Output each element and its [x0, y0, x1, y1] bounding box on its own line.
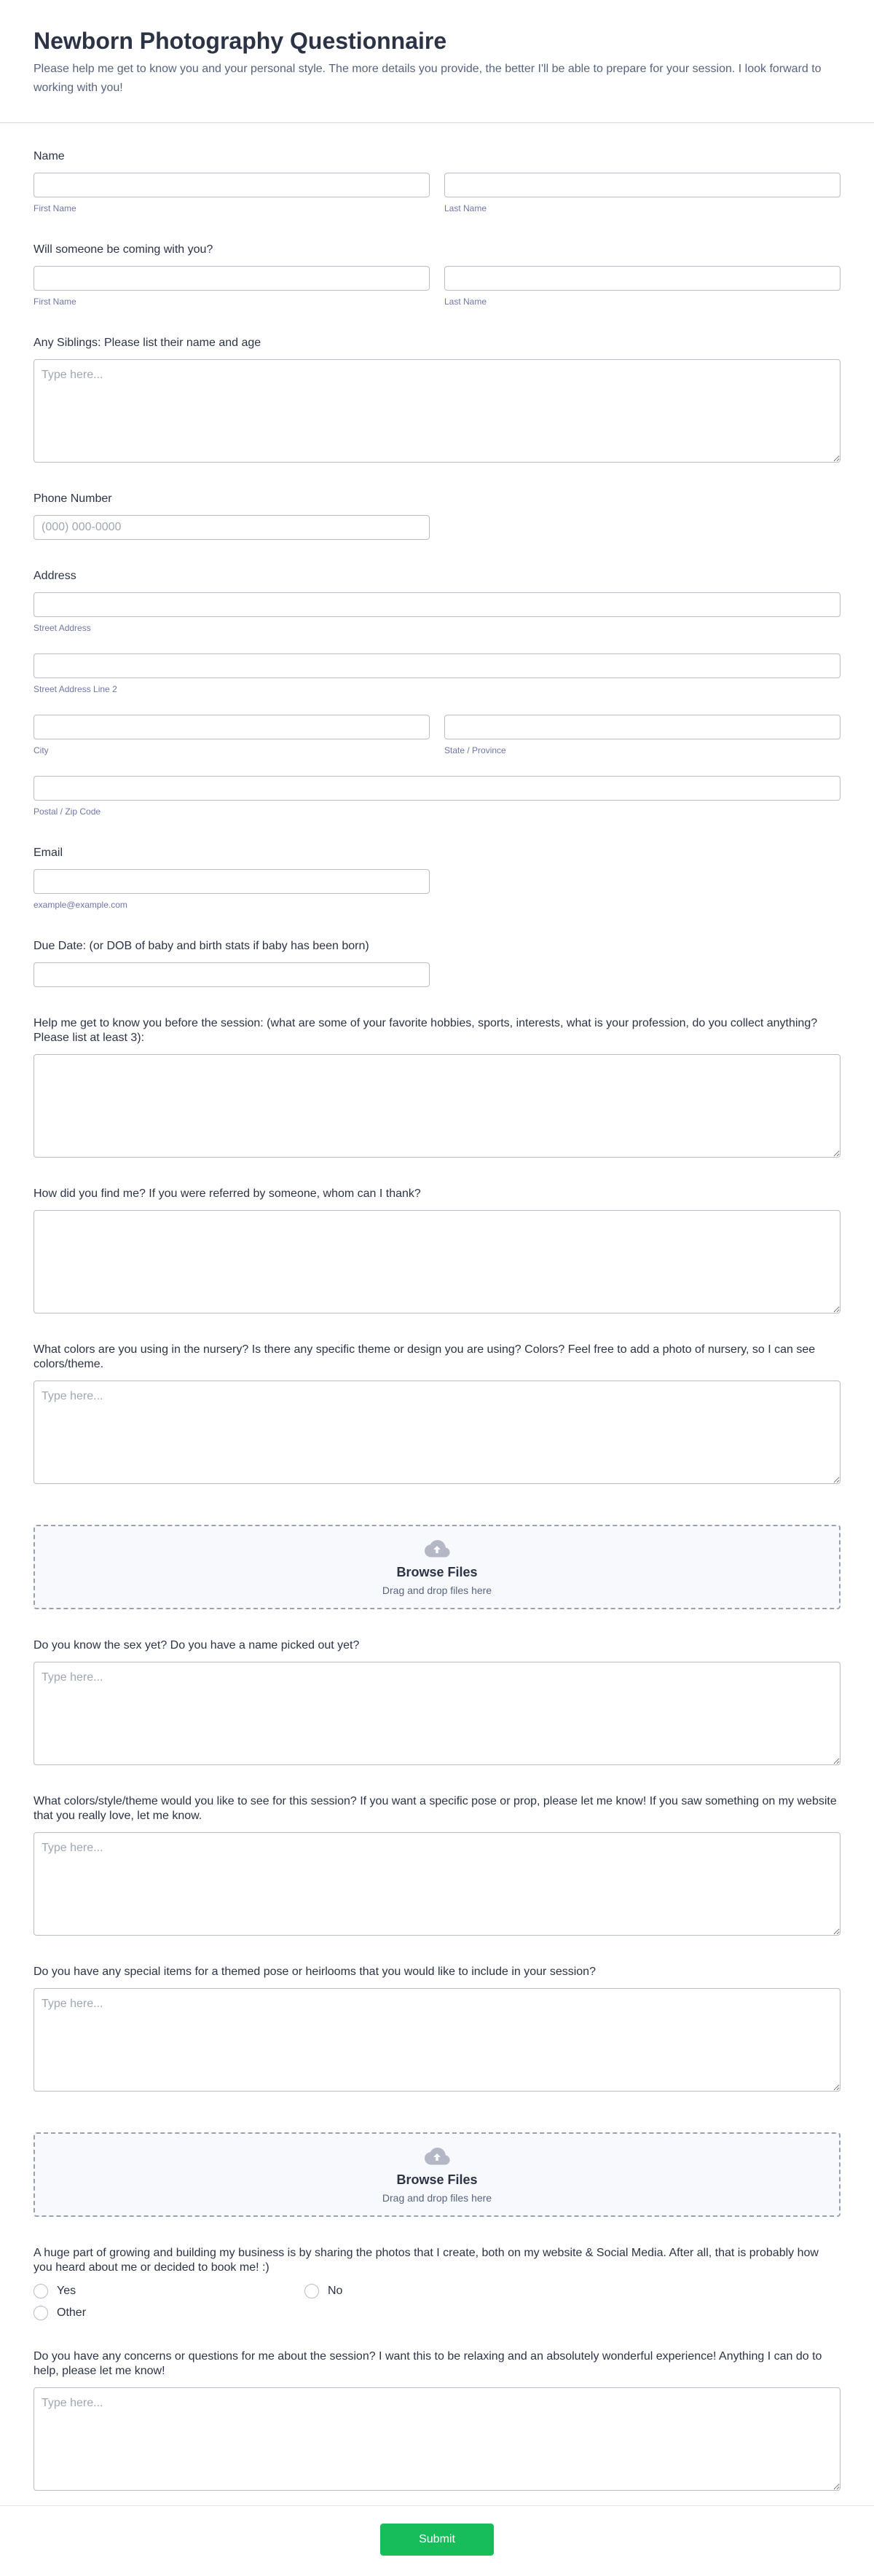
due-date-label: Due Date: (or DOB of baby and birth stats if baby has been born)	[34, 940, 369, 952]
due-date-input[interactable]	[34, 962, 430, 987]
last-name-sublabel: Last Name	[444, 203, 487, 213]
companion-question	[34, 243, 840, 307]
phone-question	[34, 492, 840, 540]
radio-circle[interactable]	[34, 2284, 48, 2298]
radio-option-no[interactable]	[304, 2284, 575, 2298]
street-address-line2-sublabel: Street Address Line 2	[34, 684, 117, 694]
upload-question-2	[34, 2132, 840, 2217]
state-sublabel: State / Province	[444, 745, 506, 755]
state-input[interactable]	[444, 715, 840, 739]
companion-last-name-sublabel: Last Name	[444, 297, 487, 307]
companion-first-name-sublabel: First Name	[34, 297, 76, 307]
email-label: Email	[34, 847, 63, 859]
siblings-label: Any Siblings: Please list their name and age	[34, 337, 261, 349]
name-label: Name	[34, 150, 65, 162]
referral-label: How did you find me? If you were referred by someone, whom can I thank?	[34, 1187, 421, 1200]
upload-question-1	[34, 1525, 840, 1609]
companion-last-name-input[interactable]	[444, 266, 840, 291]
city-sublabel: City	[34, 745, 49, 755]
siblings-question	[34, 336, 840, 463]
zip-input[interactable]	[34, 776, 840, 801]
file-upload-dropzone[interactable]	[34, 1525, 840, 1609]
form-title: Newborn Photography Questionnaire	[34, 28, 447, 54]
radio-circle[interactable]	[304, 2284, 319, 2298]
sharing-question	[34, 2246, 840, 2320]
cloud-upload-icon	[422, 2146, 452, 2167]
city-input[interactable]	[34, 715, 430, 739]
street-address-line2-input[interactable]	[34, 653, 840, 678]
last-name-input[interactable]	[444, 173, 840, 197]
sex-name-textarea[interactable]	[34, 1662, 840, 1765]
name-question	[34, 149, 840, 213]
form-description: Please help me get to know you and your personal style. The more details you provide, the better I'll be able to prepare for your session. I look forward to working with you!	[34, 63, 822, 94]
about-question	[34, 1016, 840, 1158]
style-textarea[interactable]	[34, 1832, 840, 1936]
email-question	[34, 846, 840, 910]
concerns-label: Do you have any concerns or questions for me about the session? I want this to be relaxing and an absolutely wonderful experience! Anything I can do to help, please let me know!	[34, 2350, 822, 2377]
email-sublabel: example@example.com	[34, 900, 127, 910]
sharing-radio-group	[34, 2284, 840, 2320]
heirlooms-question	[34, 1965, 840, 2092]
street-address-input[interactable]	[34, 592, 840, 617]
style-question	[34, 1794, 840, 1936]
file-upload-dropzone[interactable]	[34, 2132, 840, 2217]
heirlooms-label: Do you have any special items for a themed pose or heirlooms that you would like to include in your session?	[34, 1966, 596, 1978]
siblings-textarea[interactable]	[34, 359, 840, 463]
referral-textarea[interactable]	[34, 1210, 840, 1313]
about-label: Help me get to know you before the session: (what are some of your favorite hobbies, sports, interests, what is your profession, do you collect anything? Please list at least 3):	[34, 1017, 818, 1044]
zip-sublabel: Postal / Zip Code	[34, 806, 101, 817]
heirlooms-textarea[interactable]	[34, 1988, 840, 2092]
sharing-label: A huge part of growing and building my business is by sharing the photos that I create, both on my website & Social Media. After all, that is probably how you heard about me or decided to book me! :)	[34, 2247, 819, 2274]
phone-label: Phone Number	[34, 492, 112, 505]
concerns-textarea[interactable]	[34, 2387, 840, 2491]
drag-drop-hint: Drag and drop files here	[382, 2191, 492, 2204]
style-label: What colors/style/theme would you like to see for this session? If you want a specific pose or prop, please let me know! If you saw something on my website that you really love, let me know.	[34, 1795, 837, 1822]
form-footer	[0, 2505, 874, 2576]
radio-label: Other	[57, 2306, 87, 2319]
street-address-sublabel: Street Address	[34, 623, 91, 633]
concerns-question	[34, 2349, 840, 2491]
about-textarea[interactable]	[34, 1054, 840, 1158]
form-header	[0, 0, 874, 123]
address-question	[34, 569, 840, 817]
first-name-sublabel: First Name	[34, 203, 76, 213]
email-input[interactable]	[34, 869, 430, 894]
nursery-textarea[interactable]	[34, 1381, 840, 1484]
sex-name-label: Do you know the sex yet? Do you have a name picked out yet?	[34, 1639, 360, 1652]
radio-label: No	[328, 2285, 343, 2297]
due-date-question	[34, 939, 840, 987]
companion-label: Will someone be coming with you?	[34, 243, 213, 256]
companion-first-name-input[interactable]	[34, 266, 430, 291]
browse-files-label: Browse Files	[396, 2172, 478, 2187]
cloud-upload-icon	[422, 1539, 452, 1559]
first-name-input[interactable]	[34, 173, 430, 197]
browse-files-label: Browse Files	[396, 1564, 478, 1579]
referral-question	[34, 1187, 840, 1313]
phone-input[interactable]	[34, 515, 430, 540]
address-label: Address	[34, 570, 76, 582]
radio-option-other[interactable]	[34, 2306, 304, 2320]
radio-option-yes[interactable]	[34, 2284, 304, 2298]
nursery-label: What colors are you using in the nursery? Is there any specific theme or design you are using? Colors? Feel free to add a photo of nursery, so I can see colors/theme.	[34, 1343, 816, 1370]
submit-button[interactable]: Submit	[380, 2524, 494, 2556]
radio-label: Yes	[57, 2285, 76, 2297]
sex-name-question	[34, 1638, 840, 1765]
drag-drop-hint: Drag and drop files here	[382, 1584, 492, 1596]
form-body	[0, 149, 874, 2491]
radio-circle[interactable]	[34, 2306, 48, 2320]
nursery-question	[34, 1343, 840, 1484]
